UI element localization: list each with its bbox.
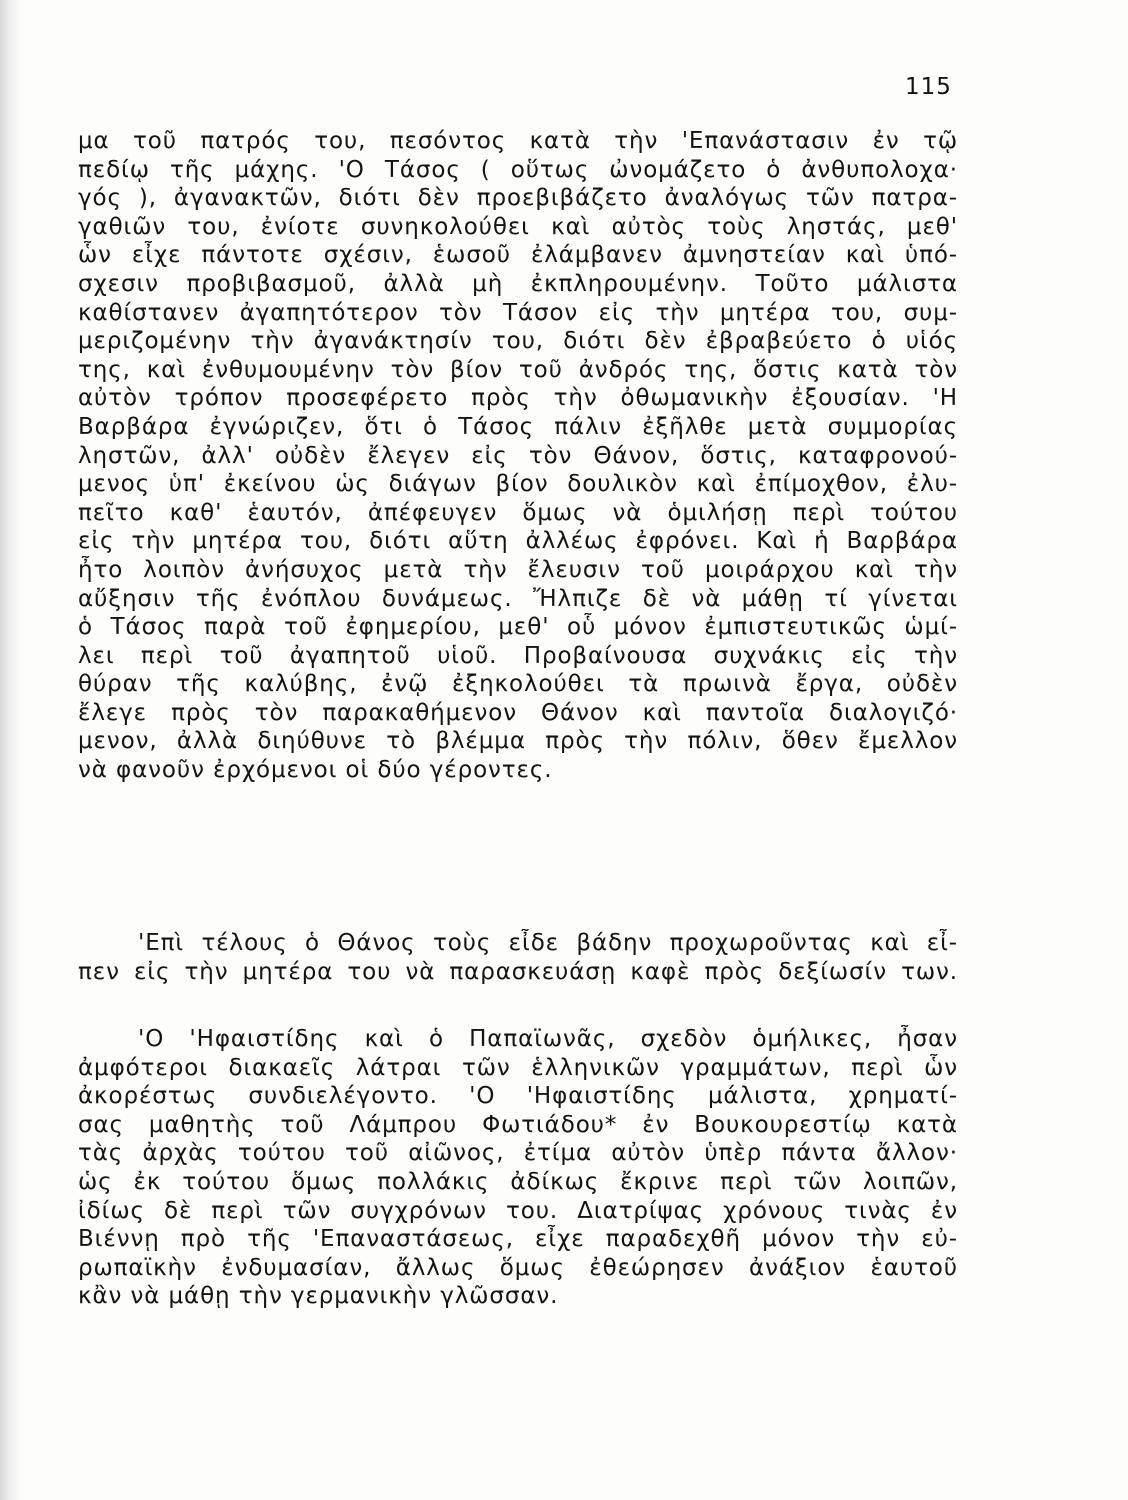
text-line: κἂν νὰ μάθῃ τὴν γερμανικὴν γλῶσσαν. <box>78 1283 559 1310</box>
text-line: 'Επὶ τέλους ὁ Θάνος τοὺς εἶδε βάδην προχωροῦντας καὶ εἶ- <box>138 930 958 956</box>
text-line: ἦτο λοιπὸν ἀνήσυχος μετὰ τὴν ἔλευσιν τοῦ μοιράρχου καὶ τὴν <box>78 556 958 583</box>
text-line: πεῖτο καθ' ἑαυτόν, ἀπέφευγεν ὅμως νὰ ὁμιλήσῃ περὶ τούτου <box>78 499 958 526</box>
paragraph <box>78 929 958 986</box>
page-number: 115 <box>905 74 952 100</box>
text-line: μα τοῦ πατρός του, πεσόντος κατὰ τὴν 'Επανάστασιν ἐν τῷ <box>78 128 958 154</box>
text-line: ἀμφότεροι διακαεῖς λάτραι τῶν ἑλληνικῶν γραμμάτων, περὶ ὧν <box>78 1054 958 1081</box>
paragraph <box>78 127 958 785</box>
text-line: τὰς ἀρχὰς τούτου τοῦ αἰῶνος, ἐτίμα αὐτὸν ὑπὲρ πάντα ἄλλον· <box>78 1140 958 1167</box>
text-line: ἀκορέστως συνδιελέγοντο. 'Ο 'Ηφαιστίδης μάλιστα, χρηματί- <box>78 1083 958 1110</box>
text-line: πεδίῳ τῆς μάχης. 'Ο Τάσος ( οὕτως ὠνομάζετο ὁ ἀνθυπολοχα· <box>78 156 958 183</box>
text-line: νὰ φανοῦν ἐρχόμενοι οἱ δύο γέροντες. <box>78 757 553 784</box>
text-line: γαθιῶν του, ἐνίοτε συνηκολούθει καὶ αὐτὸς τοὺς ληστάς, μεθ' <box>78 213 958 240</box>
text-line: ἔλεγε πρὸς τὸν παρακαθήμενον Θάνον καὶ παντοῖα διαλογιζό· <box>78 699 958 726</box>
page-binding-edge <box>0 0 20 1500</box>
text-line: μενος ὑπ' ἐκείνου ὡς διάγων βίον δουλικὸν καὶ ἐπίμοχθον, ἐλυ- <box>78 471 958 498</box>
text-line: της, καὶ ἐνθυμουμένην τὸν βίον τοῦ ἀνδρός της, ὅστις κατὰ τὸν <box>78 356 958 383</box>
text-line: καθίστανεν ἀγαπητότερον τὸν Τάσον εἰς τὴν μητέρα του, συμ- <box>78 299 958 326</box>
text-line: ὧν εἶχε πάντοτε σχέσιν, ἑωσοῦ ἐλάμβανεν ἀμνηστείαν καὶ ὑπό- <box>78 242 958 269</box>
text-line: λει περὶ τοῦ ἀγαπητοῦ υἱοῦ. Προβαίνουσα συχνάκις εἰς τὴν <box>78 642 958 669</box>
text-line: αὐτὸν τρόπον προσεφέρετο πρὸς τὴν ὀθωμανικὴν ἐξουσίαν. 'Η <box>78 385 958 412</box>
text-line: ρωπαϊκὴν ἐνδυμασίαν, ἄλλως ὅμως ἐθεώρησεν ἀνάξιον ἑαυτοῦ <box>78 1254 958 1281</box>
text-line: εἰς τὴν μητέρα του, διότι αὕτη ἀλλέως ἐφρόνει. Καὶ ἡ Βαρβάρα <box>78 528 958 555</box>
text-line: γός ), ἀγανακτῶν, διότι δὲν προεβιβάζετο ἀναλόγως τῶν πατρα- <box>78 185 958 212</box>
text-line: ληστῶν, ἀλλ' οὐδὲν ἔλεγεν εἰς τὸν Θάνον, ὅστις, καταφρονού- <box>78 442 958 469</box>
text-line: αὔξησιν τῆς ἐνόπλου δυνάμεως. Ἤλπιζε δὲ νὰ μάθῃ τί γίνεται <box>78 585 958 612</box>
paragraph <box>78 1025 958 1311</box>
text-line: μενον, ἀλλὰ διηύθυνε τὸ βλέμμα πρὸς τὴν πόλιν, ὅθεν ἔμελλον <box>78 728 958 755</box>
text-line: 'Ο 'Ηφαιστίδης καὶ ὁ Παπαϊωνᾶς, σχεδὸν ὁμήλικες, ἦσαν <box>138 1026 958 1052</box>
text-line: ἰδίως δὲ περὶ τῶν συγχρόνων του. Διατρίψας χρόνους τινὰς ἐν <box>78 1197 958 1224</box>
text-line: ὁ Τάσος παρὰ τοῦ ἐφημερίου, μεθ' οὗ μόνον ἐμπιστευτικῶς ὡμί- <box>78 614 958 641</box>
text-line: σχεσιν προβιβασμοῦ, ἀλλὰ μὴ ἐκπληρουμένην. Τοῦτο μάλιστα <box>78 270 958 297</box>
text-line: Βαρβάρα ἐγνώριζεν, ὅτι ὁ Τάσος πάλιν ἐξῆλθε μετὰ συμμορίας <box>78 413 958 440</box>
text-line: σας μαθητὴς τοῦ Λάμπρου Φωτιάδου* ἐν Βουκουρεστίῳ κατὰ <box>78 1111 958 1138</box>
text-line: ὡς ἐκ τούτου ὅμως πολλάκις ἀδίκως ἔκρινε περὶ τῶν λοιπῶν, <box>78 1168 958 1195</box>
text-line: θύραν τῆς καλύβης, ἐνῷ ἐξηκολούθει τὰ πρωινὰ ἔργα, οὐδὲν <box>78 671 958 698</box>
text-line: Βιέννῃ πρὸ τῆς 'Επαναστάσεως, εἶχε παραδεχθῆ μόνον τὴν εὐ- <box>78 1226 958 1253</box>
text-line: μεριζομένην τὴν ἀγανάκτησίν του, διότι δὲν ἐβραβεύετο ὁ υἱός <box>78 328 958 355</box>
text-line: πεν εἰς τὴν μητέρα του νὰ παρασκευάσῃ καφὲ πρὸς δεξίωσίν των. <box>78 958 958 985</box>
